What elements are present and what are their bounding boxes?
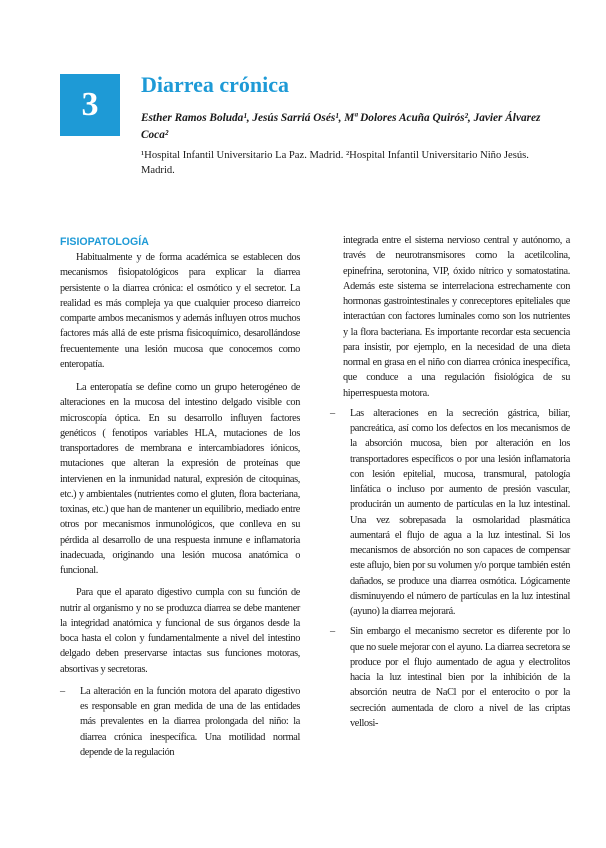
paragraph-2: La enteropatía se define como un grupo heterogéneo de alteraciones en la mucosa del intestino delgado visible con microscopía óptica. En su desarrollo influyen factores genéticos ( fenotipos variables HLA, mutaciones de los transportadores de membrana e intercambiadores iónicos, mutaciones que alteran la expresión de proteínas que intervienen en la inmunidad natural, expresión de citoquinas, etc.) y ambientales (nutrientes como el gluten, flora bacteriana, toxinas, etc.) que han de mantener un equilibrio, mediado entre otros por mecanismos inmunológicos, que conlleva en su pérdida al desarrollo de una respuesta inmune e inflamatoria inadecuada, originando una lesión mucosa anatómica o funcional. — [60, 382, 300, 576]
list-item — [330, 624, 570, 731]
list-dash: – — [60, 685, 65, 697]
section-heading: FISIOPATOLOGÍA — [60, 236, 149, 248]
list-item-text: La alteración en la función motora del aparato digestivo es responsable en gran medida de una de las entidades más prevalentes en la diarrea prolongada del niño: la diarrea crónica inespecífica. Una motilidad normal depende de la regulación — [80, 685, 300, 758]
list-dash: – — [330, 626, 335, 638]
right-column — [330, 233, 570, 736]
list-item-text: Las alteraciones en la secreción gástrica, biliar, pancreática, así como los defectos en los mecanismos de la absorción mucosa, bien por alteración en los transportadores específicos o por una lesión inflamatoria con lesión epitelial, mucosa, transmural, patología linfática o incluso por aumento de presión vascular, producirán un aumento de partículas en la luz intestinal. Una vez sobrepasada la osmolaridad plasmática aumentará el flujo de agua a la luz intestinal. Si los mecanismos de absorción no son capaces de compensar este aflujo, bien por su volumen y/o porque también estén dañados, se produce una diarrea osmótica. Lógicamente disminuyendo el número de partículas en la luz intestinal (ayuno) la diarrea mejorará. — [350, 407, 570, 617]
chapter-title: Diarrea crónica — [141, 72, 290, 97]
paragraph-1: Habitualmente y de forma académica se establecen dos mecanismos fisiopatológicos para explicar la diarrea persistente o la diarrea crónica: el osmótico y el secretor. La realidad es más compleja ya que cualquier proceso diarreico comparte ambos mecanismos y además influyen otros muchos factores más allá de este prisma fisicoquímico, desarollándose frecuentemente una lesión mucosa que conocemos como enteropatía. — [60, 252, 300, 370]
authors: Esther Ramos Boluda¹, Jesús Sarriá Osés¹, Mª Dolores Acuña Quirós², Javier Álvarez Coca² — [141, 112, 541, 141]
list-item-text: Sin embargo el mecanismo secretor es diferente por lo que no suele mejorar con el ayuno. La diarrea secretora se produce por el flujo aumentado de agua y electrolitos hacia la luz intestinal bien por la inhibición de la absorción neutra de NaCl por el enterocito o por la secreción aumentada de cloro a nivel de las criptas vellosi- — [350, 626, 570, 729]
continuation-paragraph: integrada entre el sistema nervioso central y autónomo, a través de neurotransmisores como la acetilcolina, epinefrina, serotonina, VIP, óxido nítrico y somatostatina. Además este sistema se interrelaciona estrechamente con hormonas gastrointestinales y conreceptores epiteliales que interactúan con factores luminales como son los nutrientes y la flora bacteriana. Es importante recordar esta secuencia para insistir, por ejemplo, en la necesidad de una dieta normal en grasa en el niño con diarrea crónica inespecífica, que conduce a una regulación fisiológica de su hiperrespuesta motora. — [343, 235, 570, 399]
affiliations: ¹Hospital Infantil Universitario La Paz. Madrid. ²Hospital Infantil Universitario Niño Jesús. Madrid. — [141, 150, 529, 176]
list-dash: – — [330, 407, 335, 419]
list-item — [60, 684, 300, 760]
chapter-number-badge: 3 — [60, 74, 120, 136]
left-column — [60, 235, 300, 765]
paragraph-3: Para que el aparato digestivo cumpla con su función de nutrir al organismo y no se produzca diarrea se debe mantener la integridad anatómica y funcional de sus órganos desde la boca hasta el colon y fundamentalmente a nivel del intestino delgado deben preservarse intactas sus funciones motoras, absortivas y secretoras. — [60, 587, 300, 675]
list-item — [330, 406, 570, 620]
